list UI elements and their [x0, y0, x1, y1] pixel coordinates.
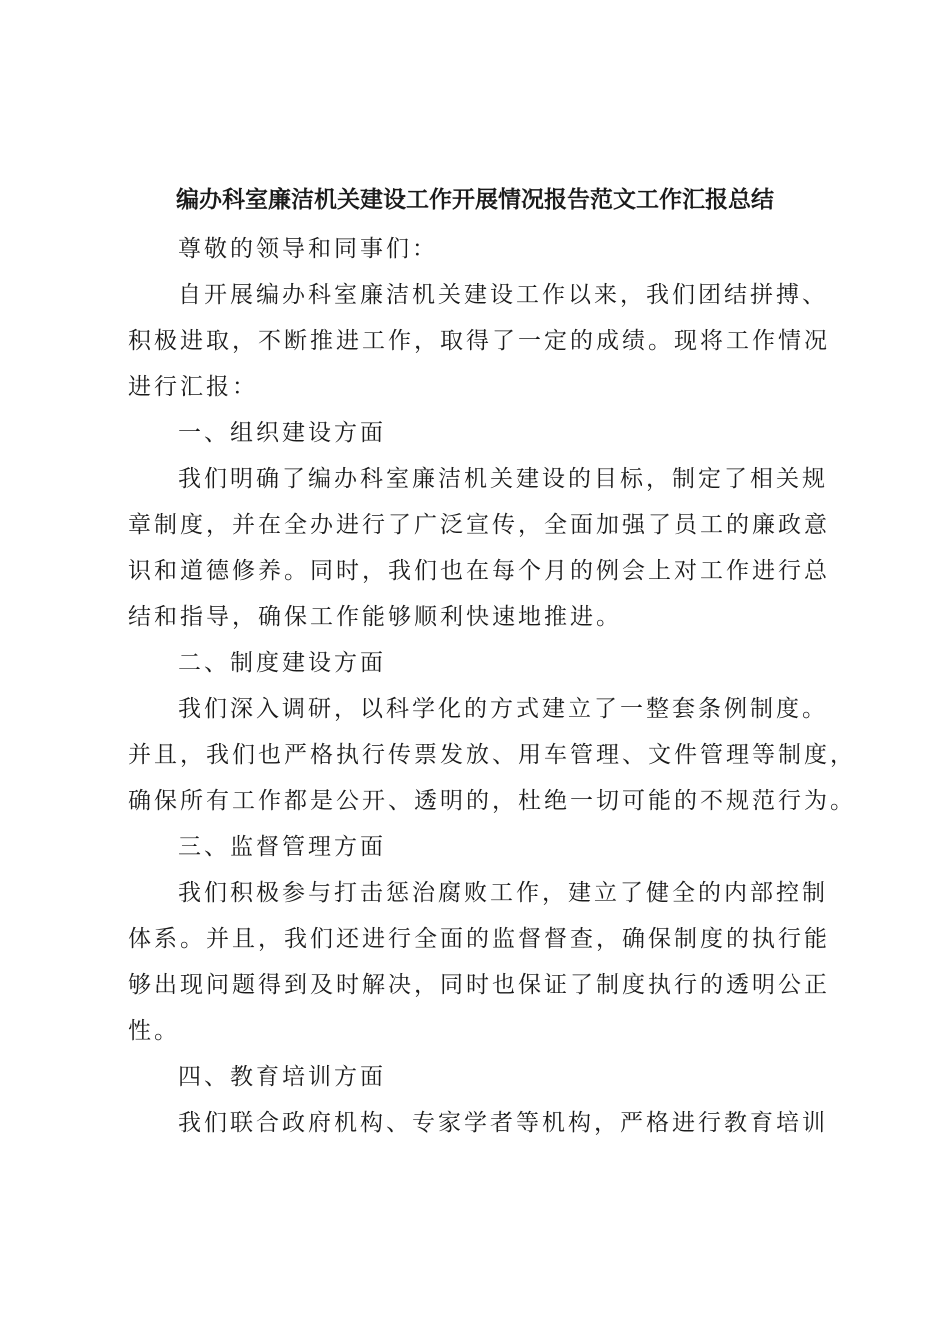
paragraph-line: 我们深入调研，以科学化的方式建立了一整套条例制度。 — [178, 696, 828, 722]
paragraph-line: 并且，我们也严格执行传票发放、用车管理、文件管理等制度， — [128, 742, 856, 768]
section-heading-supervision: 三、监督管理方面 — [178, 834, 386, 860]
section-heading-organization: 一、组织建设方面 — [178, 420, 386, 446]
paragraph-line: 识和道德修养。同时，我们也在每个月的例会上对工作进行总 — [128, 558, 830, 584]
section-heading-system: 二、制度建设方面 — [178, 650, 386, 676]
paragraph-line: 章制度，并在全办进行了广泛宣传，全面加强了员工的廉政意 — [128, 512, 830, 538]
section-heading-training: 四、教育培训方面 — [178, 1064, 386, 1090]
paragraph-line: 体系。并且，我们还进行全面的监督督查，确保制度的执行能 — [128, 926, 830, 952]
document-title: 编办科室廉洁机关建设工作开展情况报告范文工作汇报总结 — [176, 186, 774, 213]
salutation: 尊敬的领导和同事们： — [178, 236, 438, 262]
intro-line: 自开展编办科室廉洁机关建设工作以来，我们团结拼搏、 — [178, 282, 828, 308]
paragraph-line: 够出现问题得到及时解决，同时也保证了制度执行的透明公正 — [128, 972, 830, 998]
paragraph-line: 我们明确了编办科室廉洁机关建设的目标，制定了相关规 — [178, 466, 828, 492]
paragraph-line: 结和指导，确保工作能够顺利快速地推进。 — [128, 604, 622, 630]
paragraph-line: 确保所有工作都是公开、透明的，杜绝一切可能的不规范行为。 — [128, 788, 856, 814]
paragraph-line: 性。 — [128, 1018, 180, 1044]
document-body — [128, 226, 856, 1146]
intro-line: 进行汇报： — [128, 374, 258, 400]
paragraph-line: 我们联合政府机构、专家学者等机构，严格进行教育培训 — [178, 1110, 828, 1136]
paragraph-line: 我们积极参与打击惩治腐败工作，建立了健全的内部控制 — [178, 880, 828, 906]
intro-line: 积极进取，不断推进工作，取得了一定的成绩。现将工作情况 — [128, 328, 830, 354]
